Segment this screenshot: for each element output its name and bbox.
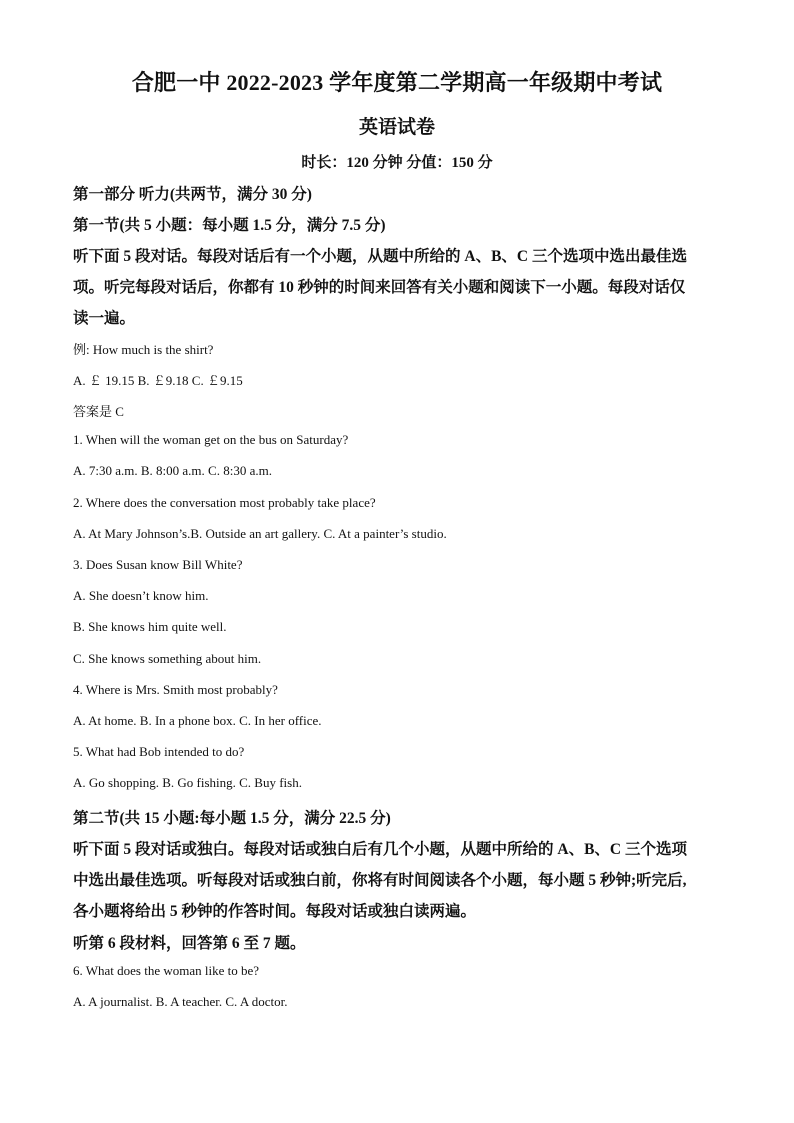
question-6: 6. What does the woman like to be?	[73, 963, 260, 978]
section2-instruction-line: 中选出最佳选项。听每段对话或独白前，你将有时间阅读各个小题，每小题 5 秒钟;听完后,	[73, 872, 687, 889]
section1-instruction-line: 读一遍。	[73, 310, 136, 327]
exam-duration-score: 时长：120 分钟 分值：150 分	[301, 155, 493, 171]
question-3-option-a: A. She doesn’t know him.	[73, 588, 209, 603]
question-1-options: A. 7:30 a.m. B. 8:00 a.m. C. 8:30 a.m.	[73, 463, 272, 478]
question-5-options: A. Go shopping. B. Go fishing. C. Buy fish.	[73, 775, 302, 790]
section1-instruction-line: 项。听完每段对话后，你都有 10 秒钟的时间来回答有关小题和阅读下一小题。每段对话仅	[73, 279, 686, 296]
question-6-options: A. A journalist. B. A teacher. C. A doctor.	[73, 994, 288, 1009]
question-3: 3. Does Susan know Bill White?	[73, 557, 243, 572]
exam-title: 合肥一中 2022-2023 学年度第二学期高一年级期中考试	[131, 70, 663, 95]
question-4-options: A. At home. B. In a phone box. C. In her office.	[73, 713, 322, 728]
exam-subtitle: 英语试卷	[358, 117, 435, 138]
example-answer: 答案是 C	[73, 404, 124, 419]
section2-instruction-line: 各小题将给出 5 秒钟的作答时间。每段对话或独白读两遍。	[73, 903, 477, 920]
question-3-option-c: C. She knows something about him.	[73, 651, 262, 666]
question-1: 1. When will the woman get on the bus on Saturday?	[73, 432, 349, 447]
question-3-option-b: B. She knows him quite well.	[73, 619, 227, 634]
question-2-options: A. At Mary Johnson’s.B. Outside an art gallery. C. At a painter’s studio.	[73, 526, 447, 541]
part1-heading: 第一部分 听力(共两节，满分 30 分)	[73, 186, 312, 203]
question-4: 4. Where is Mrs. Smith most probably?	[73, 682, 278, 697]
section2-instruction-line: 听下面 5 段对话或独白。每段对话或独白后有几个小题，从题中所给的 A、B、C 三个选项	[73, 841, 687, 858]
material-instruction: 听第 6 段材料，回答第 6 至 7 题。	[73, 935, 306, 952]
question-5: 5. What had Bob intended to do?	[73, 744, 245, 759]
section2-heading: 第二节(共 15 小题:每小题 1.5 分，满分 22.5 分)	[73, 810, 391, 827]
example-options: A. ￡ 19.15 B. ￡9.18 C. ￡9.15	[73, 373, 243, 388]
question-2: 2. Where does the conversation most probably take place?	[73, 495, 376, 510]
example-question: 例: How much is the shirt?	[73, 342, 214, 357]
section1-heading: 第一节(共 5 小题：每小题 1.5 分，满分 7.5 分)	[73, 217, 386, 234]
section1-instruction-line: 听下面 5 段对话。每段对话后有一个小题，从题中所给的 A、B、C 三个选项中选出最佳选	[73, 248, 687, 265]
